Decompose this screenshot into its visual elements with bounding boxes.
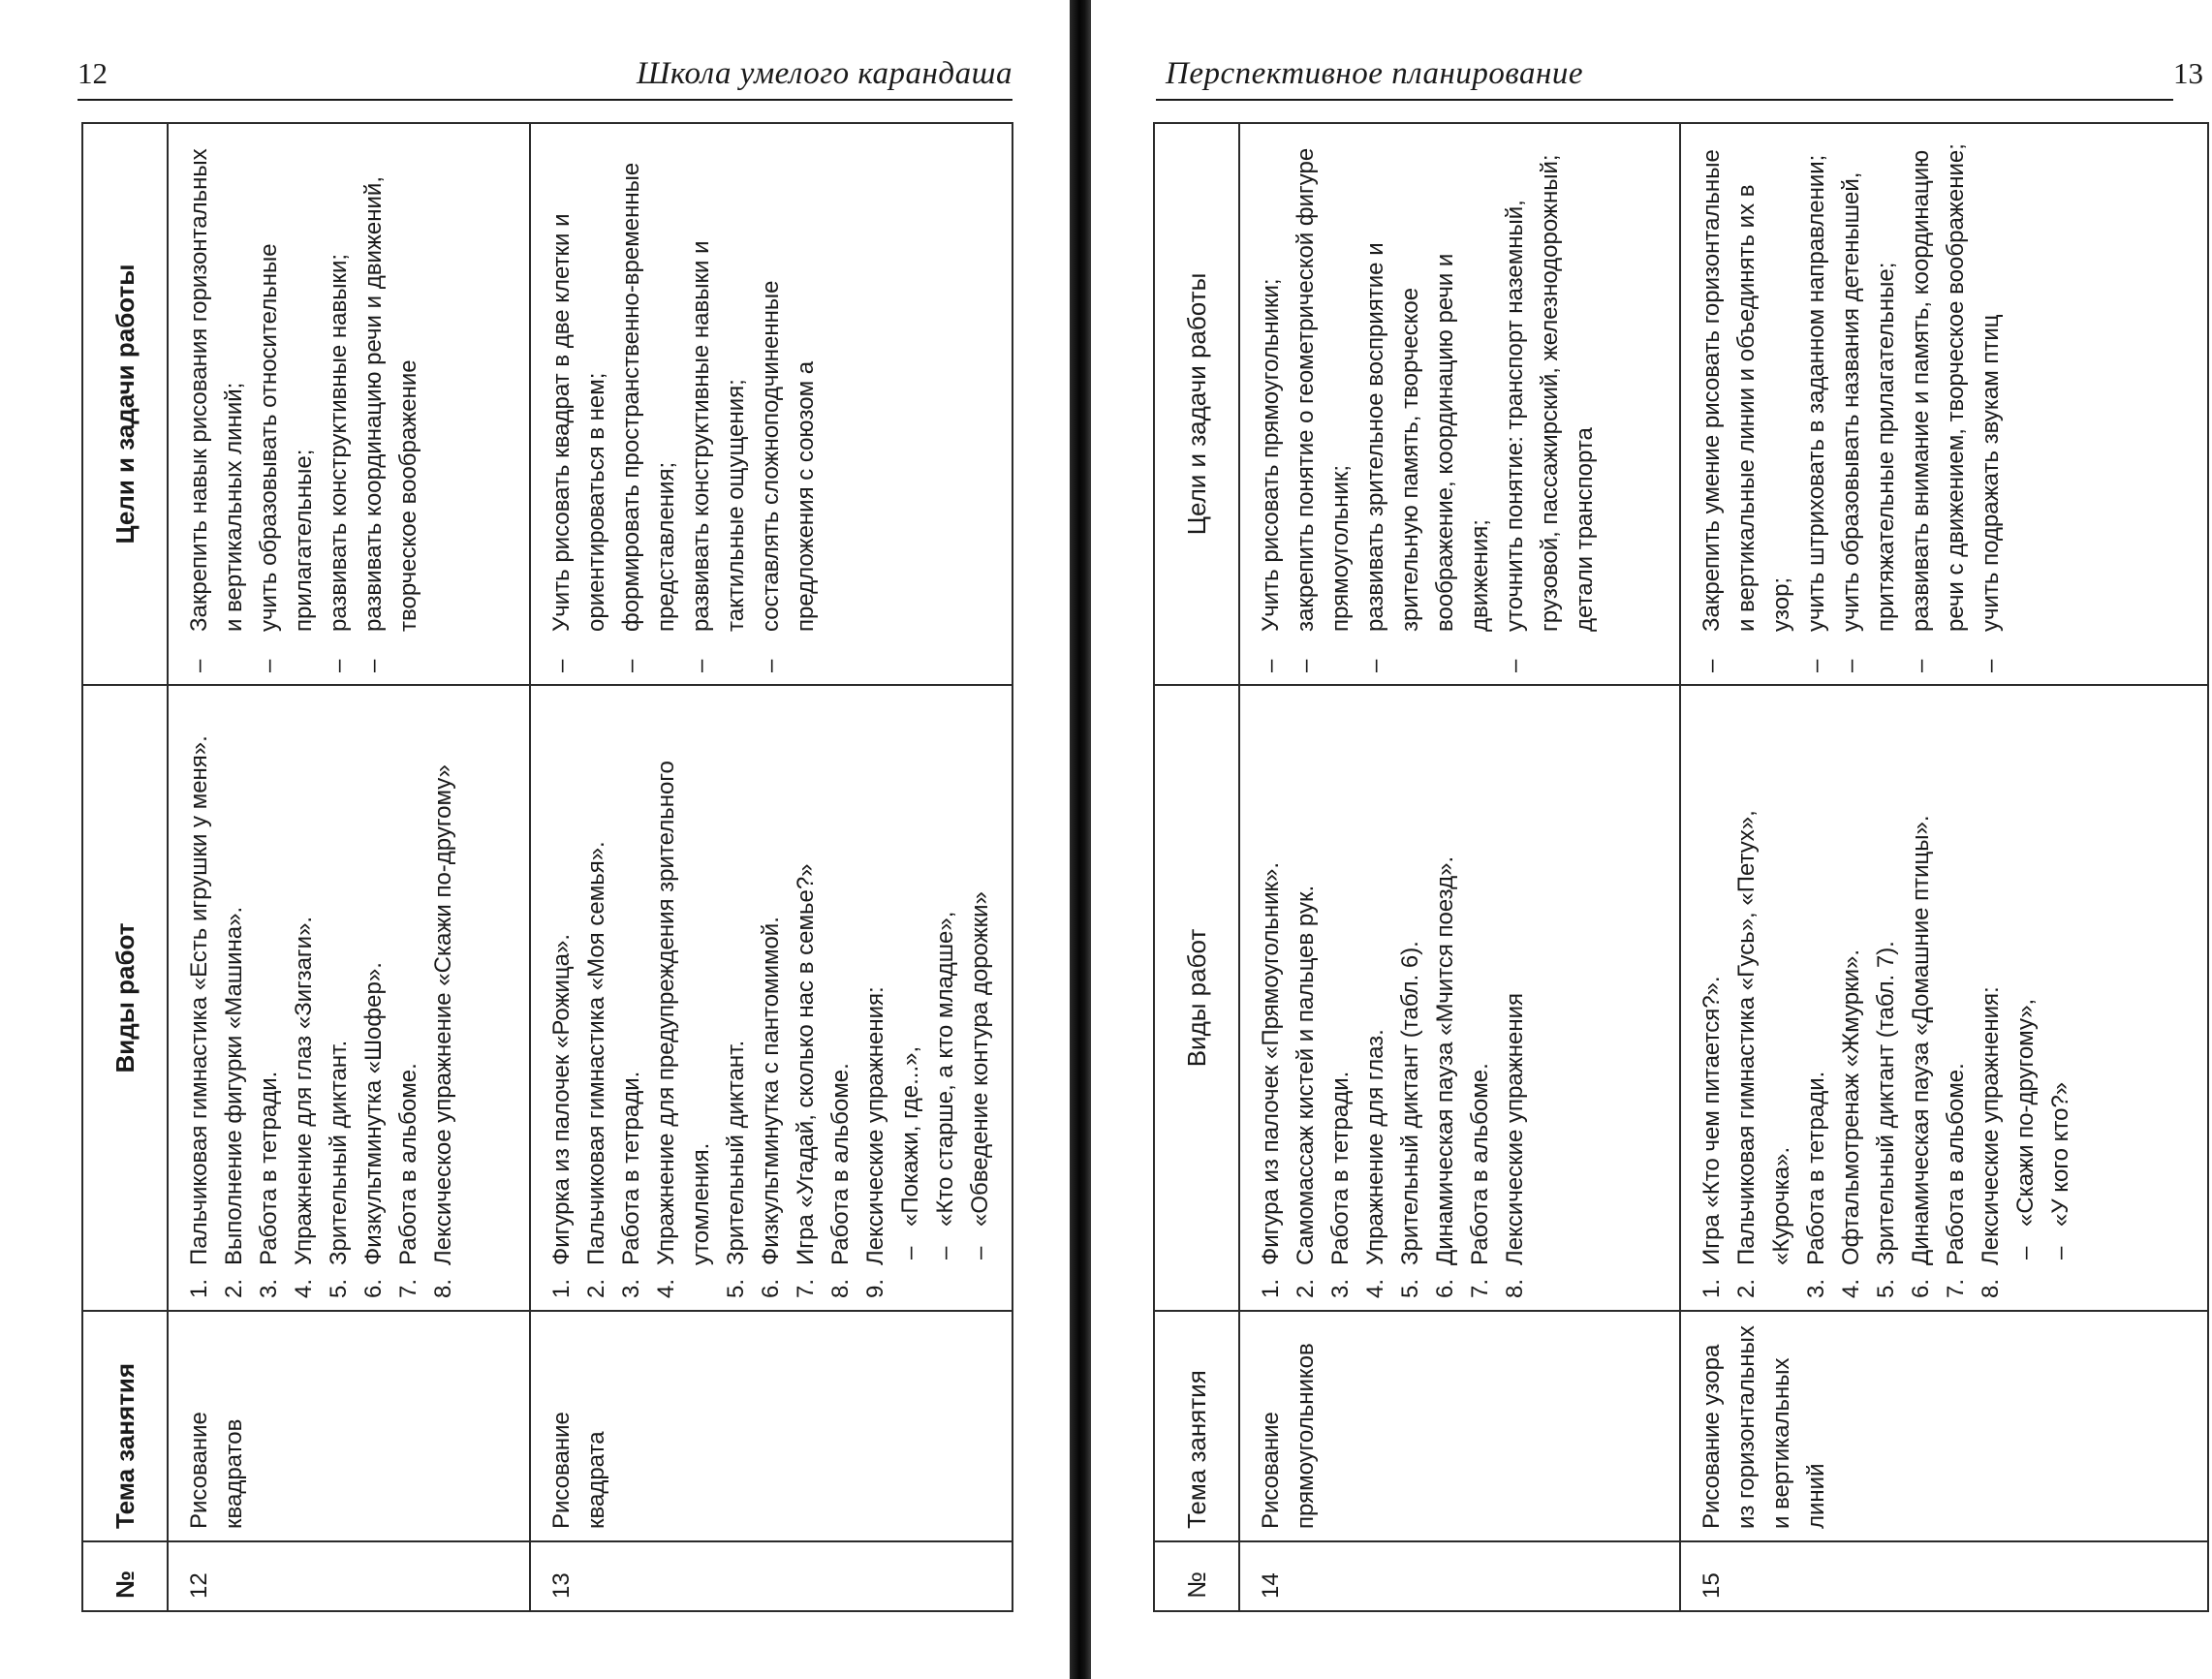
list-marker: 4. <box>653 1278 679 1298</box>
list-text: Динамическая пауза «Мчится поезд». <box>1432 855 1458 1265</box>
list-text: учить образовывать названия детенышей, притяжательные прилагательные; <box>1838 171 1899 632</box>
left-page <box>0 0 1071 1679</box>
list-marker: 7. <box>1467 1278 1493 1298</box>
work-item <box>719 698 754 1298</box>
work-item <box>789 698 824 1298</box>
list-marker: 1. <box>186 1278 212 1298</box>
list-marker: 3. <box>618 1278 644 1298</box>
header-num: № <box>82 1541 168 1611</box>
work-item <box>928 698 963 1298</box>
work-item <box>1939 698 1974 1298</box>
list-text: Работа в альбоме. <box>1943 1063 1969 1265</box>
list-marker: 5. <box>1397 1278 1423 1298</box>
list-text: Пальчиковая гимнастика «Моя семья». <box>583 841 609 1265</box>
running-title: Перспективное планирование <box>1166 56 1583 91</box>
list-text: Зрительный диктант (табл. 7). <box>1873 941 1899 1265</box>
table-row <box>1239 123 1680 1611</box>
book-spine <box>1070 0 1091 1679</box>
list-marker: – <box>932 1246 958 1259</box>
list-marker: 3. <box>1327 1278 1354 1298</box>
work-item <box>614 698 649 1298</box>
table-row <box>168 123 530 1611</box>
list-marker: – <box>967 1246 993 1259</box>
list-marker: 9. <box>862 1278 888 1298</box>
list-text: учить подражать звукам птиц <box>1978 314 2004 632</box>
header-row <box>82 123 168 1611</box>
header-work: Виды работ <box>82 685 168 1311</box>
list-marker: 6. <box>1908 1278 1934 1298</box>
work-item <box>1695 698 1729 1298</box>
work-item <box>1834 698 1869 1298</box>
list-marker: 8. <box>827 1278 854 1298</box>
row-goals <box>530 123 1013 685</box>
goal-item <box>1254 136 1289 672</box>
list-marker: – <box>1362 659 1388 672</box>
goal-item <box>357 136 426 672</box>
list-text: Работа в тетради. <box>1803 1071 1829 1265</box>
list-text: учить штриховать в заданном направлении; <box>1803 154 1829 632</box>
work-item <box>1324 698 1358 1298</box>
work-item <box>1904 698 1939 1298</box>
list-marker: 1. <box>1258 1278 1284 1298</box>
list-text: Работа в альбоме. <box>1467 1063 1493 1265</box>
row-work <box>530 685 1013 1311</box>
list-text: Фигура из палочек «Прямоугольник». <box>1258 861 1284 1265</box>
list-marker: – <box>1293 659 1319 672</box>
list-text: Физкультминутка с пантомимой. <box>758 917 784 1265</box>
row-work <box>1239 685 1680 1311</box>
list-text: развивать внимание и память, координацию речи с движением, творческое воображение; <box>1908 143 1969 632</box>
work-item <box>252 698 287 1298</box>
list-text: Игра «Кто чем питается?». <box>1698 976 1725 1265</box>
page-number: 13 <box>2173 56 2203 90</box>
right-page <box>1090 0 2203 1679</box>
work-item <box>1393 698 1428 1298</box>
list-text: Физкультминутка «Шофер». <box>360 962 387 1265</box>
work-item <box>322 698 357 1298</box>
work-item <box>1498 698 1533 1298</box>
work-item <box>579 698 614 1298</box>
list-text: Работа в тетради. <box>256 1071 282 1265</box>
work-item <box>426 698 461 1298</box>
list-text: Лексические упражнения: <box>1978 986 2004 1265</box>
list-text: развивать конструктивные навыки и тактильные ощущения; <box>688 240 749 632</box>
table-row <box>530 123 1013 1611</box>
list-text: «Кто старше, а кто младше», <box>932 911 958 1227</box>
work-item <box>357 698 391 1298</box>
header-row <box>1154 123 1239 1611</box>
list-text: развивать конструктивные навыки; <box>326 253 352 632</box>
work-list <box>1254 698 1533 1298</box>
list-text: Работа в тетради. <box>1327 1071 1354 1265</box>
list-marker: – <box>758 659 784 672</box>
list-marker: – <box>1838 659 1864 672</box>
list-text: уточнить понятие: транспорт наземный, грузовой, пассажирский, железнодорожный; детали транспорта <box>1502 154 1598 632</box>
list-text: Упражнение для предупреждения зрительного утомления. <box>653 761 714 1265</box>
right-table-frame <box>1153 122 2209 1612</box>
row-work <box>1680 685 2208 1311</box>
list-text: Упражнение для глаз. <box>1362 1029 1388 1265</box>
row-goals <box>1239 123 1680 685</box>
work-list <box>545 698 998 1298</box>
goal-item <box>1974 136 2009 672</box>
list-text: развивать зрительное восприятие и зрительную память, творческое воображение, координацию речи и движения; <box>1362 242 1493 632</box>
work-item <box>2043 698 2078 1298</box>
list-marker: – <box>2047 1246 2073 1259</box>
list-marker: – <box>1908 659 1934 672</box>
work-item <box>1428 698 1463 1298</box>
work-item <box>1463 698 1498 1298</box>
goal-item <box>1834 136 1904 672</box>
list-marker: 8. <box>1502 1278 1528 1298</box>
list-marker: – <box>1978 659 2004 672</box>
list-marker: 5. <box>326 1278 352 1298</box>
list-text: Игра «Угадай, сколько нас в семье?» <box>793 863 819 1265</box>
work-list <box>1695 698 2078 1298</box>
list-marker: – <box>688 659 714 672</box>
list-marker: – <box>1258 659 1284 672</box>
right-page-header <box>1156 56 2212 105</box>
work-item <box>391 698 426 1298</box>
list-marker: 3. <box>1803 1278 1829 1298</box>
list-text: Фигурка из палочек «Рожица». <box>548 933 575 1265</box>
row-topic: Рисование квадрата <box>530 1311 1013 1541</box>
header-num: № <box>1154 1541 1239 1611</box>
list-marker: 2. <box>583 1278 609 1298</box>
goal-item <box>754 136 824 672</box>
header-rule <box>78 99 1013 101</box>
list-text: Упражнение для глаз «Зигзаги». <box>291 916 317 1265</box>
list-text: «Обведение контура дорожки» <box>967 891 993 1227</box>
row-topic: Рисование узора из горизонтальных и вертикальных линий <box>1680 1311 2208 1541</box>
goal-item <box>1498 136 1603 672</box>
list-text: учить образовывать относительные прилагательные; <box>256 243 317 632</box>
list-text: Учить рисовать квадрат в две клетки и ориентироваться в нем; <box>548 213 609 632</box>
list-text: составлять сложноподчиненные предложения с союзом а <box>758 280 819 632</box>
list-marker: 8. <box>1978 1278 2004 1298</box>
list-marker: 4. <box>1838 1278 1864 1298</box>
list-marker: – <box>1698 659 1725 672</box>
goal-item <box>322 136 357 672</box>
row-num: 13 <box>530 1541 1013 1611</box>
header-rule <box>1156 99 2173 101</box>
list-marker: 5. <box>723 1278 749 1298</box>
list-marker: 4. <box>291 1278 317 1298</box>
rotated-table-wrap <box>81 122 1012 1612</box>
list-text: Зрительный диктант. <box>723 1040 749 1265</box>
list-marker: 2. <box>1733 1278 1760 1298</box>
work-list <box>182 698 461 1298</box>
list-text: «Покажи, где...», <box>897 1045 923 1227</box>
goal-item <box>182 136 252 672</box>
list-text: закрепить понятие о геометрической фигуре прямоугольник; <box>1293 147 1354 632</box>
goal-item <box>684 136 754 672</box>
list-text: Лексическое упражнение «Скажи по-другому» <box>430 764 456 1265</box>
list-text: Офтальмотренаж «Жмурки». <box>1838 948 1864 1265</box>
list-marker: 6. <box>1432 1278 1458 1298</box>
row-num: 15 <box>1680 1541 2208 1611</box>
work-item <box>1974 698 2009 1298</box>
goals-list <box>545 136 824 672</box>
list-text: формировать пространственно-временные представления; <box>618 162 679 632</box>
list-marker: 6. <box>360 1278 387 1298</box>
work-item <box>1799 698 1834 1298</box>
work-item <box>649 698 719 1298</box>
row-topic: Рисование прямоугольников <box>1239 1311 1680 1541</box>
work-item <box>217 698 252 1298</box>
list-marker: – <box>548 659 575 672</box>
left-table-frame <box>81 122 1012 1612</box>
goals-list <box>1254 136 1603 672</box>
work-item <box>858 698 893 1298</box>
list-text: «У кого кто?» <box>2047 1081 2073 1227</box>
work-item <box>1869 698 1904 1298</box>
list-text: Зрительный диктант (табл. 6). <box>1397 941 1423 1265</box>
work-item <box>1254 698 1289 1298</box>
list-text: Работа в тетради. <box>618 1071 644 1265</box>
list-marker: – <box>256 659 282 672</box>
list-text: Работа в альбоме. <box>827 1063 854 1265</box>
row-topic: Рисование квадратов <box>168 1311 530 1541</box>
list-marker: 2. <box>221 1278 247 1298</box>
header-goals: Цели и задачи работы <box>82 123 168 685</box>
goal-item <box>1289 136 1358 672</box>
work-item <box>545 698 579 1298</box>
header-work: Виды работ <box>1154 685 1239 1311</box>
list-marker: – <box>186 659 212 672</box>
list-marker: 6. <box>758 1278 784 1298</box>
list-text: Самомассаж кистей и пальцев рук. <box>1293 885 1319 1265</box>
list-text: Учить рисовать прямоугольники; <box>1258 278 1284 632</box>
work-item <box>182 698 217 1298</box>
goal-item <box>1799 136 1834 672</box>
list-marker: – <box>360 659 387 672</box>
list-marker: 2. <box>1293 1278 1319 1298</box>
list-text: Динамическая пауза «Домашние птицы». <box>1908 815 1934 1265</box>
goal-item <box>1358 136 1498 672</box>
list-marker: 1. <box>1698 1278 1725 1298</box>
list-text: Лексические упражнения <box>1502 992 1528 1265</box>
goal-item <box>1904 136 1974 672</box>
rotated-table-wrap <box>1153 122 2209 1612</box>
list-text: Выполнение фигурки «Машина». <box>221 906 247 1265</box>
list-marker: – <box>326 659 352 672</box>
table-row <box>1680 123 2208 1611</box>
lesson-table <box>81 122 1013 1612</box>
list-marker: – <box>2012 1246 2039 1259</box>
list-text: Закрепить умение рисовать горизонтальные и вертикальные линии и объединять их в узор; <box>1698 149 1794 632</box>
list-text: Работа в альбоме. <box>395 1063 421 1265</box>
list-marker: 5. <box>1873 1278 1899 1298</box>
list-marker: – <box>618 659 644 672</box>
row-num: 14 <box>1239 1541 1680 1611</box>
running-title: Школа умелого карандаша <box>636 56 1013 91</box>
row-goals <box>1680 123 2208 685</box>
list-text: Закрепить навык рисования горизонтальных и вертикальных линий; <box>186 148 247 632</box>
work-item <box>1289 698 1324 1298</box>
header-topic: Тема занятия <box>82 1311 168 1541</box>
work-item <box>824 698 858 1298</box>
list-text: «Скажи по-другому», <box>2012 998 2039 1227</box>
header-topic: Тема занятия <box>1154 1311 1239 1541</box>
list-marker: 4. <box>1362 1278 1388 1298</box>
goals-list <box>1695 136 2009 672</box>
work-item <box>893 698 928 1298</box>
list-text: Лексические упражнения: <box>862 986 888 1265</box>
list-marker: 7. <box>1943 1278 1969 1298</box>
goals-list <box>182 136 426 672</box>
list-marker: – <box>1502 659 1528 672</box>
list-marker: 7. <box>793 1278 819 1298</box>
work-item <box>1729 698 1799 1298</box>
left-page-header <box>78 56 1013 105</box>
goal-item <box>614 136 684 672</box>
work-item <box>2009 698 2043 1298</box>
row-num: 12 <box>168 1541 530 1611</box>
list-marker: 1. <box>548 1278 575 1298</box>
list-marker: 8. <box>430 1278 456 1298</box>
page-number: 12 <box>78 56 108 90</box>
list-text: Пальчиковая гимнастика «Есть игрушки у меня». <box>186 735 212 1265</box>
work-item <box>754 698 789 1298</box>
row-goals <box>168 123 530 685</box>
lesson-table <box>1153 122 2209 1612</box>
goal-item <box>1695 136 1799 672</box>
row-work <box>168 685 530 1311</box>
list-marker: – <box>1803 659 1829 672</box>
goal-item <box>252 136 322 672</box>
work-item <box>287 698 322 1298</box>
list-text: Пальчиковая гимнастика «Гусь», «Петух», «Курочка». <box>1733 810 1794 1265</box>
list-text: Зрительный диктант. <box>326 1040 352 1265</box>
list-marker: 7. <box>395 1278 421 1298</box>
work-item <box>1358 698 1393 1298</box>
list-marker: 3. <box>256 1278 282 1298</box>
list-text: развивать координацию речи и движений, творческое воображение <box>360 176 421 632</box>
work-item <box>963 698 998 1298</box>
list-marker: – <box>897 1246 923 1259</box>
header-goals: Цели и задачи работы <box>1154 123 1239 685</box>
goal-item <box>545 136 614 672</box>
